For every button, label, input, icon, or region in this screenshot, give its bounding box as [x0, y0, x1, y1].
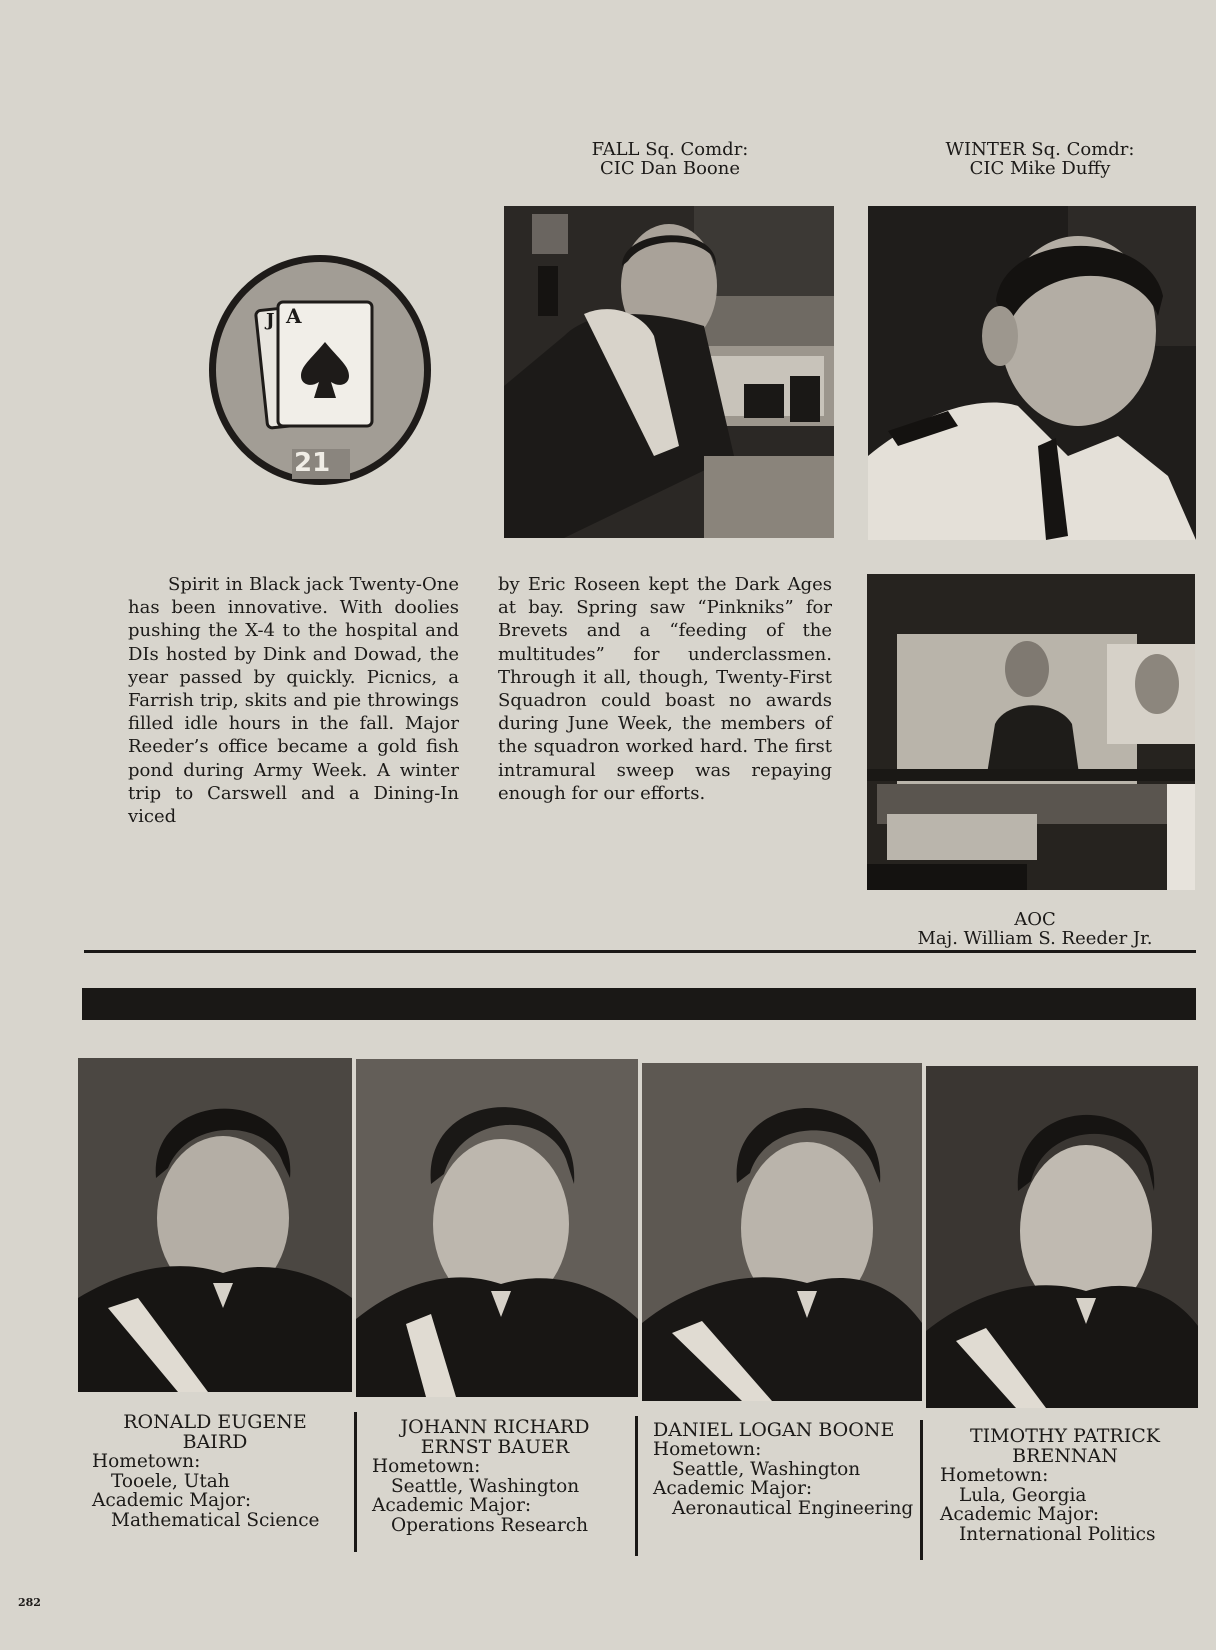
- fall-commander-photo: [504, 206, 834, 538]
- cadet-name-line1: RONALD EUGENE: [123, 1411, 307, 1433]
- page-number: 282: [18, 1596, 41, 1609]
- section-divider-line: [84, 950, 1196, 953]
- winter-caption: [900, 140, 1180, 178]
- major-value: International Politics: [959, 1523, 1156, 1545]
- article-column-1: [128, 573, 459, 828]
- article-text-col2: by Eric Roseen kept the Dark Ages at bay. Spring saw “Pinkniks” for Brevets and a “feeding of the multitudes” for underclassmen. Through it all, though, Twenty-First Squadron could boast no awards during June Week, the members of the squadron worked hard. The first intramural sweep was repaying enough for our efforts.: [498, 574, 832, 804]
- section-divider-bar: [82, 988, 1196, 1020]
- cadet-card: [92, 1412, 342, 1530]
- major-label: Academic Major:: [653, 1478, 813, 1499]
- cadet-card: [653, 1420, 923, 1518]
- article-text-col1: Spirit in Black jack Twenty-One has been innovative. With doolies pushing the X-4 to the hospital and DIs hosted by Dink and Dowad, the year passed by quickly. Picnics, a Farrish trip, skits and pie throwings filled idle hours in the fall. Major Reeder’s office became a gold fish pond during Army Week. A winter trip to Carswell and a Dining-In viced: [128, 574, 459, 828]
- aoc-caption-name: Maj. William S. Reeder Jr.: [917, 928, 1153, 949]
- cadet-portrait: [356, 1059, 638, 1397]
- cadet-card: [372, 1417, 622, 1535]
- card-front-rank: A: [286, 304, 302, 328]
- hometown-value: Seattle, Washington: [391, 1475, 580, 1497]
- card-divider: [354, 1412, 357, 1552]
- cadet-portrait: [78, 1058, 352, 1392]
- aoc-photo: [867, 574, 1195, 890]
- fall-caption-title: FALL Sq. Comdr:: [591, 139, 749, 160]
- cadet-card: [940, 1426, 1190, 1544]
- aoc-caption-title: AOC: [1014, 909, 1056, 930]
- major-label: Academic Major:: [940, 1504, 1100, 1525]
- cadet-name-line2: ERNST BAUER: [420, 1436, 570, 1458]
- hometown-value: Lula, Georgia: [959, 1484, 1087, 1506]
- card-divider: [635, 1416, 638, 1556]
- hometown-value: Tooele, Utah: [111, 1470, 230, 1492]
- major-value: Mathematical Science: [111, 1509, 320, 1531]
- patch-number: 21: [294, 448, 331, 478]
- card-divider: [920, 1420, 923, 1560]
- aoc-caption: [900, 910, 1170, 948]
- cadet-name-line1: TIMOTHY PATRICK: [970, 1425, 1160, 1447]
- cadet-portrait: [642, 1063, 922, 1401]
- hometown-value: Seattle, Washington: [672, 1458, 861, 1480]
- hometown-label: Hometown:: [940, 1465, 1049, 1486]
- cadet-name-line2: BAIRD: [182, 1431, 248, 1453]
- hometown-label: Hometown:: [372, 1456, 481, 1477]
- article-column-2: [498, 573, 832, 805]
- major-value: Aeronautical Engineering: [672, 1497, 914, 1519]
- winter-caption-name: CIC Mike Duffy: [969, 158, 1111, 179]
- cadet-name-line2: BRENNAN: [1012, 1445, 1118, 1467]
- major-label: Academic Major:: [372, 1495, 532, 1516]
- cadet-name-line1: DANIEL LOGAN BOONE: [653, 1419, 895, 1441]
- hometown-label: Hometown:: [92, 1451, 201, 1472]
- cadet-name-line1: JOHANN RICHARD: [400, 1416, 590, 1438]
- winter-caption-title: WINTER Sq. Comdr:: [945, 139, 1135, 160]
- major-value: Operations Research: [391, 1514, 589, 1536]
- hometown-label: Hometown:: [653, 1439, 762, 1460]
- major-label: Academic Major:: [92, 1490, 252, 1511]
- cadet-portrait: [926, 1066, 1198, 1408]
- winter-commander-photo: [868, 206, 1196, 540]
- squadron-patch: [206, 252, 434, 488]
- fall-caption: [540, 140, 800, 178]
- fall-caption-name: CIC Dan Boone: [599, 158, 740, 179]
- card-back-rank: J: [266, 310, 275, 331]
